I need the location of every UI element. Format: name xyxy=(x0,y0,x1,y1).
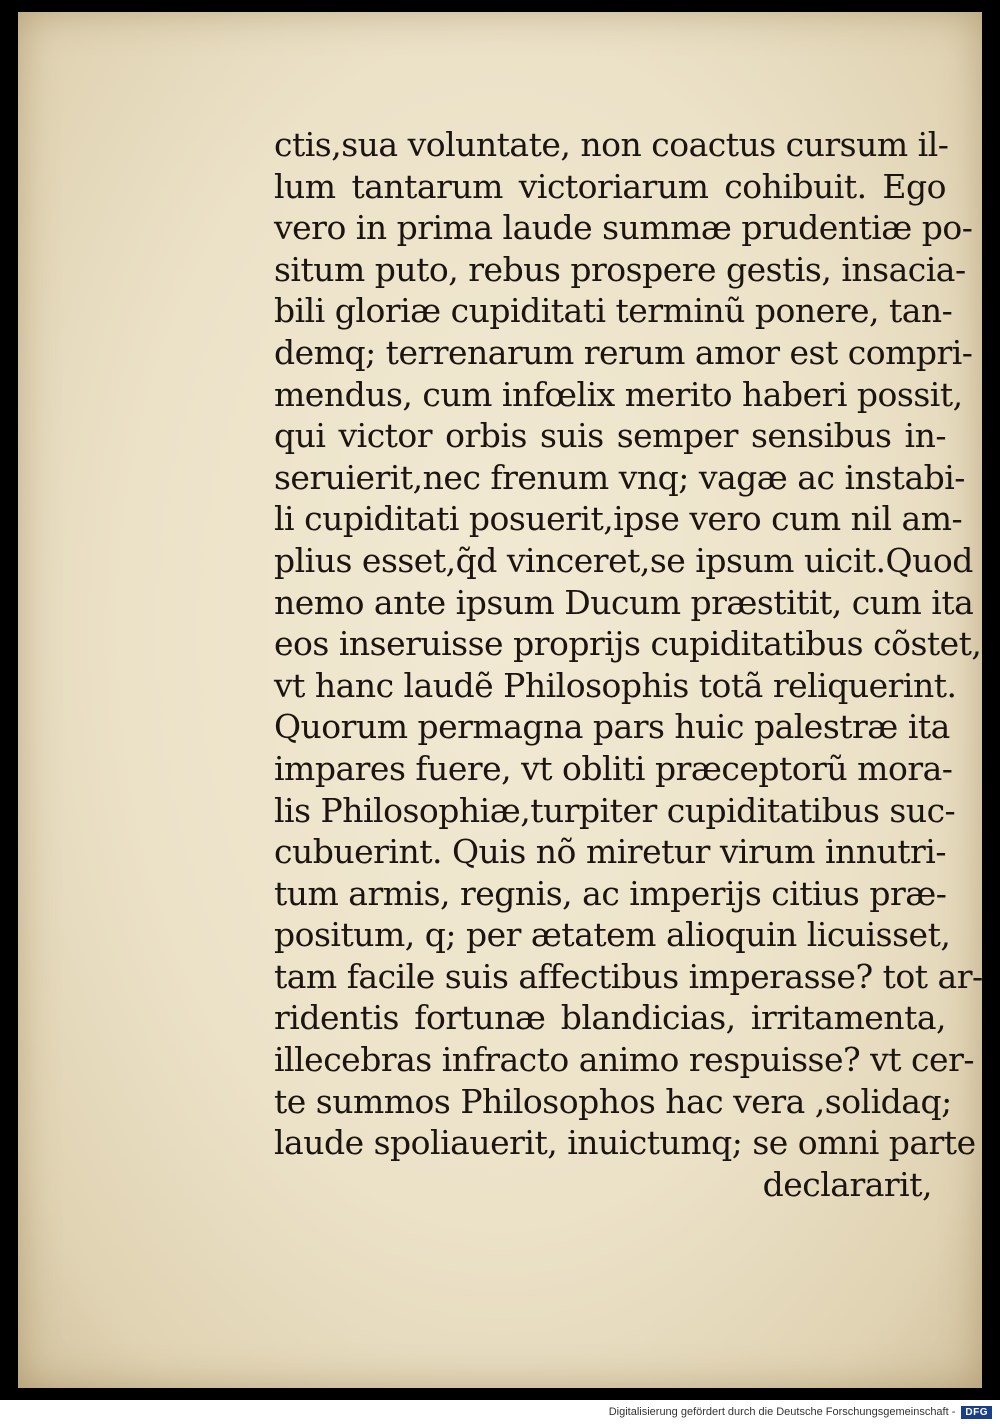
text-line: eos inseruisse proprijs cupiditatibus cõstet, xyxy=(274,624,982,664)
text-line: vt hanc laudẽ Philosophis totã reliquerint. xyxy=(274,665,957,705)
text-line: seruierit,nec frenum vnq; vagæ ac instabi- xyxy=(274,457,965,497)
text-line: nemo ante ipsum Ducum præstitit, cum ita xyxy=(274,582,974,622)
book-page xyxy=(18,12,982,1388)
text-line: demq; terrenarum rerum amor est compri- xyxy=(274,332,973,372)
text-line: te summos Philosophos hac vera ,solidaq; xyxy=(274,1081,952,1121)
text-line: qui victor orbis suis semper sensibus in- xyxy=(274,416,946,456)
page-text-block xyxy=(274,124,983,1205)
text-line: lum tantarum victoriarum cohibuit. Ego xyxy=(274,166,946,206)
text-line-catchword: declararit, xyxy=(762,1164,932,1204)
text-line: laude spoliauerit, inuictumq; se omni parte xyxy=(274,1123,976,1163)
text-line: lis Philosophiæ,turpiter cupiditatibus suc- xyxy=(274,790,956,830)
text-line: positum, q; per ætatem alioquin licuisset, xyxy=(274,915,951,955)
text-line: illecebras infracto animo respuisse? vt cer- xyxy=(274,1040,974,1080)
text-line: cubuerint. Quis nõ miretur virum innutri- xyxy=(274,832,946,872)
text-line: vero in prima laude summæ prudentiæ po- xyxy=(274,208,973,248)
text-line: li cupiditati posuerit,ipse vero cum nil am- xyxy=(274,499,963,539)
text-line: ridentis fortunæ blandicias, irritamenta, xyxy=(274,998,946,1038)
text-line: situm puto, rebus prospere gestis, insacia- xyxy=(274,249,966,289)
text-line: plius esset,q̃d vinceret,se ipsum uicit.Quod xyxy=(274,540,973,580)
digitization-footer xyxy=(0,1400,1000,1424)
funding-credit: Digitalisierung gefördert durch die Deutsche Forschungsgemeinschaft - xyxy=(608,1406,956,1418)
text-line: impares fuere, vt obliti præceptorũ mora- xyxy=(274,748,953,788)
text-line: mendus, cum infœlix merito haberi possit, xyxy=(274,374,963,414)
text-line: bili gloriæ cupiditati terminũ ponere, tan- xyxy=(274,291,953,331)
text-line: ctis,sua voluntate, non coactus cursum il- xyxy=(274,125,949,164)
dfg-logo-icon: DFG xyxy=(961,1406,992,1419)
text-line: tam facile suis affectibus imperasse? tot ar- xyxy=(274,956,983,996)
text-line: tum armis, regnis, ac imperijs citius præ- xyxy=(274,873,947,913)
text-line: Quorum permagna pars huic palestræ ita xyxy=(274,707,950,747)
